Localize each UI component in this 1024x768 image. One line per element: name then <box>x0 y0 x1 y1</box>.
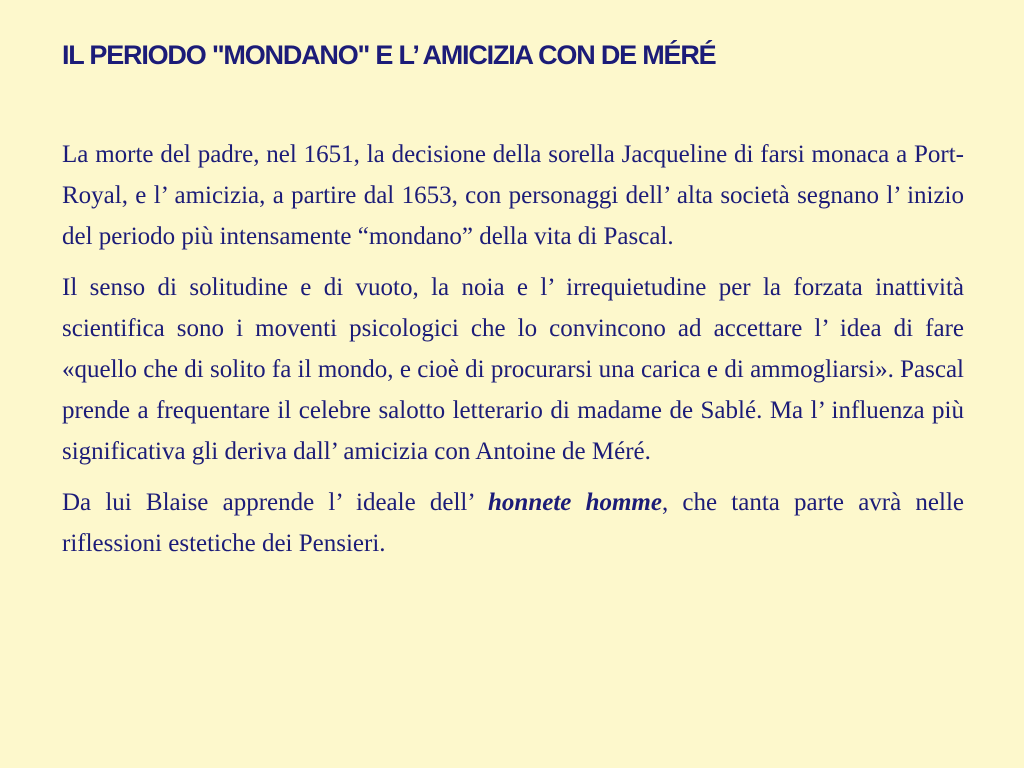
paragraph-3-intro: Da lui Blaise apprende l’ ideale dell’ <box>62 489 489 516</box>
emphasis-honnete-homme: honnete homme <box>488 489 662 516</box>
paragraph-3-end: , che tanta parte avrà nelle riflessioni estetiche dei Pensieri. <box>62 489 965 557</box>
slide-body <box>62 134 964 574</box>
paragraph-2: Il senso di solitudine e di vuoto, la noia e l’ irrequietudine per la forzata inattività scientifica sono i moventi psicologici che lo convincono ad accettare l’ idea di fare «quello che di solito fa il mondo, e cioè di procurarsi una carica e di ammogliarsi». Pascal prende a frequentare il celebre salotto letterario di madame de Sablé. Ma l’ influenza più significativa gli deriva dall’ amicizia con Antoine de Méré. <box>62 274 964 465</box>
paragraph-1: La morte del padre, nel 1651, la decisione della sorella Jacqueline di farsi monaca a Port-Royal, e l’ amicizia, a partire dal 1653, con personaggi dell’ alta società segnano l’ inizio del periodo più intensamente “mondano” della vita di Pascal. <box>62 141 964 250</box>
paragraph-3 <box>62 482 964 564</box>
slide-title: IL PERIODO "MONDANO" E L’ AMICIZIA CON DE MÉRÉ <box>62 40 716 70</box>
